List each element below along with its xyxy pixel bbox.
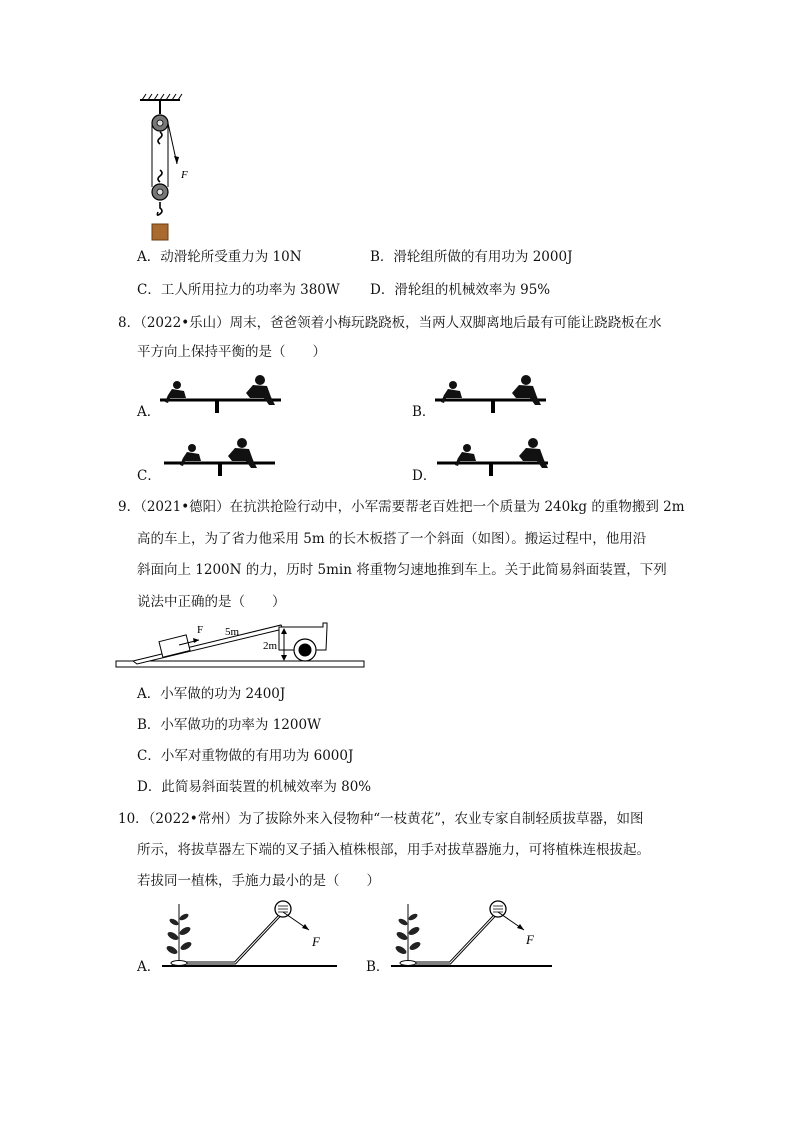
q9-option-b: B．小军做功的功率为 1200W — [137, 717, 321, 733]
seesaw-figure-d — [435, 438, 550, 478]
q8-stem-line2: 平方向上保持平衡的是（ ） — [137, 344, 326, 360]
q8-label-a: A． — [137, 404, 161, 420]
weed-puller-figure-a — [157, 898, 342, 973]
seesaw-figure-a — [158, 375, 283, 415]
q8-label-c: C． — [137, 468, 161, 484]
q10-stem-line1: 10．（2022•常州）为了拔除外来入侵物种“一枝黄花”，农业专家自制轻质拔草器，如图 — [118, 811, 644, 827]
q10-label-a: A． — [137, 959, 161, 975]
pulley-system-figure — [130, 92, 200, 244]
q7-option-c: C．工人所用拉力的功率为 380W — [137, 282, 340, 298]
q9-option-c: C．小军对重物做的有用功为 6000J — [137, 748, 354, 764]
pulley-force-label: F — [181, 169, 188, 181]
q9-option-d: D．此简易斜面装置的机械效率为 80% — [137, 779, 372, 795]
q9-stem-line3: 斜面向上 1200N 的力，历时 5min 将重物匀速地推到车上。关于此简易斜面装置，下列 — [137, 562, 667, 578]
q7-option-a: A．动滑轮所受重力为 10N — [137, 249, 302, 265]
q9-option-a: A．小军做的功为 2400J — [137, 686, 286, 702]
q10-stem-line3: 若拔同一植株，手施力最小的是（ ） — [137, 873, 380, 889]
q8-label-d: D． — [412, 468, 437, 484]
incline-height-label: 2m — [263, 640, 278, 652]
puller-b-force-label: F — [526, 932, 534, 947]
seesaw-figure-c — [162, 438, 277, 478]
inclined-plane-figure — [113, 618, 368, 673]
incline-length-label: 5m — [225, 626, 240, 638]
incline-force-label: F — [197, 624, 204, 636]
q8-stem-line1: 8．（2022•乐山）周末，爸爸领着小梅玩跷跷板，当两人双脚离地后最有可能让跷跷板在水 — [118, 315, 662, 331]
weed-puller-figure-b — [386, 898, 556, 973]
q9-stem-line4: 说法中正确的是（ ） — [137, 594, 286, 610]
q9-stem-line1: 9．（2021•德阳）在抗洪抢险行动中，小军需要帮老百姓把一个质量为 240kg 的重物搬到 2m — [118, 499, 685, 515]
puller-a-force-label: F — [312, 934, 320, 949]
q8-label-b: B． — [412, 404, 436, 420]
q7-option-b: B．滑轮组所做的有用功为 2000J — [370, 249, 573, 265]
q10-label-b: B． — [366, 959, 390, 975]
q9-stem-line2: 高的车上，为了省力他采用 5m 的长木板搭了一个斜面（如图）。搬运过程中，他用沿 — [137, 531, 647, 547]
seesaw-figure-b — [433, 375, 548, 415]
q10-stem-line2: 所示，将拔草器左下端的叉子插入植株根部，用手对拔草器施力，可将植株连根拔起。 — [137, 842, 650, 858]
q7-option-d: D．滑轮组的机械效率为 95% — [370, 282, 551, 298]
